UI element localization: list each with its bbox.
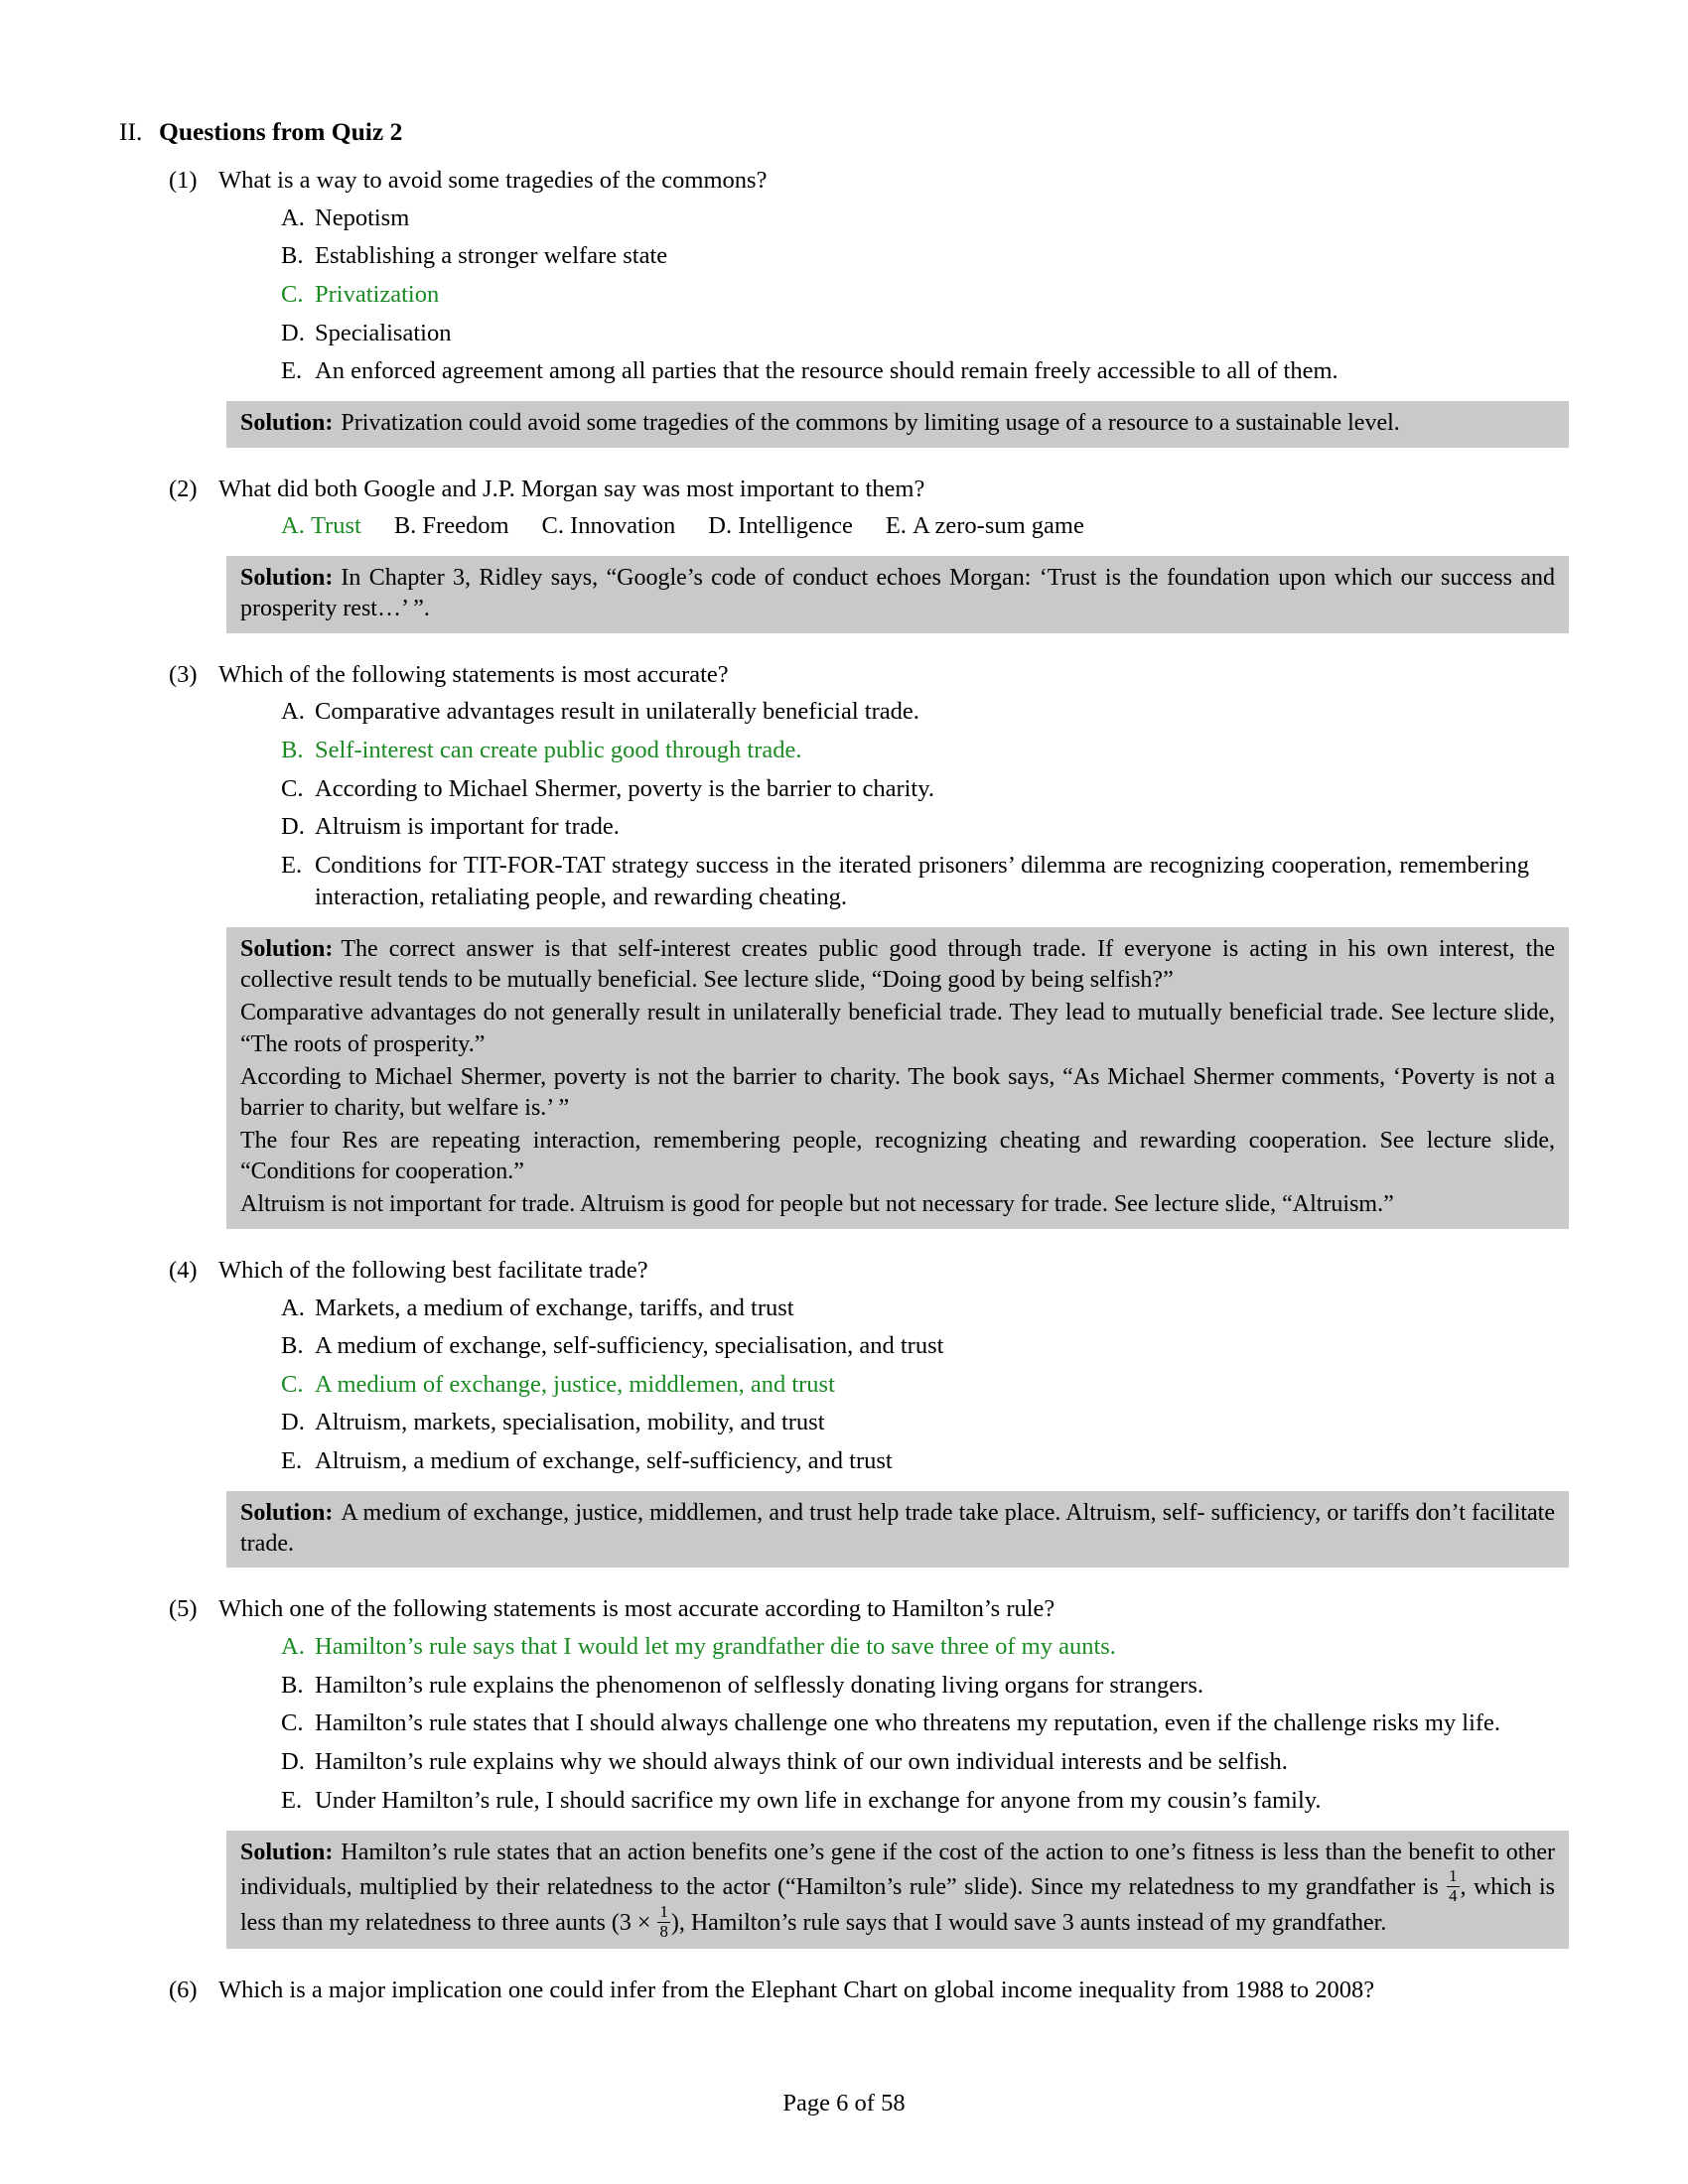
question-1-number: (1) (169, 167, 198, 194)
option-e[interactable] (281, 850, 1539, 913)
fraction-one-quarter (1447, 1865, 1459, 1905)
option-text: Hamilton’s rule explains the phenomenon of selflessly donating living organs for strangers. (315, 1671, 1203, 1699)
question-5 (119, 1593, 1555, 1949)
question-3-text: Which of the following statements is most accurate? (218, 660, 729, 688)
option-letter: E. (281, 357, 303, 385)
option-letter: A. (281, 1633, 305, 1661)
option-letter: C. (281, 1709, 304, 1737)
question-1 (119, 165, 1539, 448)
question-2 (119, 474, 1555, 633)
option-letter: D. (708, 512, 733, 540)
option-a[interactable] (281, 1293, 1539, 1324)
question-6-number: (6) (169, 1977, 198, 2004)
option-text: A medium of exchange, justice, middlemen, and trust (315, 1370, 835, 1398)
option-letter: B. (281, 737, 304, 763)
solution-label: Solution: (240, 1839, 334, 1865)
option-e[interactable] (281, 355, 1539, 387)
question-6-prompt (169, 1975, 1539, 2006)
option-letter: A. (281, 204, 305, 231)
question-1-text: What is a way to avoid some tragedies of the commons? (218, 167, 768, 194)
solution-box-1 (226, 401, 1569, 447)
solution-text: The correct answer is that self-interest creates public good through trade. If everyone is acting in his own interest, the collective result tends to be mutually beneficial. See lecture slide, “Doing good by being selfish?” (240, 935, 1555, 994)
question-3-number: (3) (169, 660, 198, 688)
solution-label: Solution: (240, 410, 334, 437)
solution-paragraph (240, 408, 1555, 439)
question-3 (119, 659, 1555, 1229)
question-4-options (169, 1293, 1539, 1477)
question-6 (119, 1975, 1539, 2006)
question-2-options (169, 510, 1539, 542)
option-c-correct[interactable] (281, 279, 1539, 311)
option-text: Trust (310, 512, 361, 540)
fraction-numerator: 1 (1449, 1865, 1458, 1885)
option-letter: D. (281, 813, 305, 841)
option-e[interactable] (281, 1785, 1539, 1817)
option-letter: A. (281, 512, 305, 540)
option-text: Establishing a stronger welfare state (315, 242, 668, 270)
option-text: Hamilton’s rule explains why we should always think of our own individual interests and be selfish. (315, 1747, 1288, 1775)
option-letter: C. (281, 281, 304, 309)
fraction-one-eighth (657, 1904, 669, 1941)
option-letter: E. (885, 512, 907, 540)
option-text: Self-interest can create public good through trade. (315, 737, 802, 763)
question-1-options (169, 203, 1539, 387)
option-letter: B. (393, 512, 417, 540)
option-c[interactable] (281, 773, 1539, 805)
solution-label: Solution: (240, 1499, 334, 1526)
option-text: Innovation (570, 512, 676, 540)
solution-box-2 (226, 556, 1569, 632)
question-2-number: (2) (169, 475, 198, 502)
option-text: Nepotism (315, 204, 410, 231)
option-d[interactable] (281, 1407, 1539, 1438)
option-text: An enforced agreement among all parties that the resource should remain freely accessible to all of them. (315, 357, 1338, 385)
option-letter: D. (281, 1409, 305, 1436)
solution-text: In Chapter 3, Ridley says, “Google’s code of conduct echoes Morgan: ‘Trust is the foundation upon which our success and prosperity rest…’ ”. (240, 565, 1555, 622)
option-letter: C. (541, 512, 564, 540)
question-6-text: Which is a major implication one could infer from the Elephant Chart on global income inequality from 1988 to 2008? (218, 1977, 1375, 2004)
option-a[interactable] (281, 696, 1539, 728)
question-5-prompt (169, 1593, 1539, 1625)
option-text: Privatization (315, 281, 440, 309)
option-c[interactable] (542, 512, 676, 539)
solution-box-4 (226, 1491, 1569, 1568)
option-text: According to Michael Shermer, poverty is the barrier to charity. (315, 774, 935, 802)
question-2-text: What did both Google and J.P. Morgan say was most important to them? (218, 475, 925, 502)
option-letter: E. (281, 1446, 303, 1474)
option-text: Specialisation (315, 319, 452, 346)
solution-text: A medium of exchange, justice, middlemen, and trust help trade take place. Altruism, self- sufficiency, or tariffs don’t facilitate trade. (240, 1499, 1555, 1558)
question-3-options (169, 696, 1539, 913)
option-text: A medium of exchange, self-sufficiency, specialisation, and trust (315, 1332, 944, 1360)
solution-text-part3: ), Hamilton’s rule says that I would save 3 aunts instead of my grandfather. (670, 1910, 1387, 1937)
option-b[interactable] (394, 512, 509, 539)
option-letter: E. (281, 851, 303, 879)
option-text: Intelligence (738, 512, 853, 540)
section-title: Questions from Quiz 2 (159, 117, 403, 146)
option-text: Hamilton’s rule states that I should always challenge one who threatens my reputation, even if the challenge risks my life. (315, 1709, 1501, 1737)
section-heading (119, 117, 1539, 147)
option-letter: B. (281, 242, 304, 270)
solution-text-part1: Hamilton’s rule states that an action benefits one’s gene if the cost of the action to one’s fitness is less than the benefit to other individuals, multiplied by their relatedness to the actor (“Hamilton’s rule” slide). Since my relatedness to my grandfather is (240, 1839, 1555, 1900)
option-text: Hamilton’s rule says that I would let my grandfather die to save three of my aunts. (315, 1633, 1116, 1661)
option-a[interactable] (281, 203, 1539, 234)
solution-label: Solution: (240, 565, 334, 592)
option-b[interactable] (281, 1330, 1539, 1362)
question-4-number: (4) (169, 1256, 198, 1284)
option-letter: A. (281, 1294, 305, 1321)
fraction-denominator: 8 (659, 1922, 668, 1942)
option-text: Altruism is important for trade. (315, 813, 620, 841)
solution-text-part2: , which is less than my relatedness to three aunts (3 × (240, 1873, 1555, 1937)
question-4 (119, 1255, 1555, 1569)
solution-text: Privatization could avoid some tragedies of the commons by limiting usage of a resource to a sustainable level. (341, 410, 1400, 437)
question-4-text: Which of the following best facilitate trade? (218, 1256, 648, 1284)
question-3-prompt (169, 659, 1539, 691)
solution-label: Solution: (240, 935, 334, 962)
question-5-number: (5) (169, 1595, 198, 1623)
option-text: Comparative advantages result in unilaterally beneficial trade. (315, 698, 919, 726)
option-a-correct[interactable] (281, 1631, 1539, 1663)
option-text: Markets, a medium of exchange, tariffs, and trust (315, 1294, 794, 1321)
option-c[interactable] (281, 1707, 1539, 1739)
solution-paragraph: Altruism is not important for trade. Altruism is good for people but not necessary for trade. See lecture slide, “Altruism.” (240, 1191, 1394, 1218)
option-letter: C. (281, 1370, 304, 1398)
option-text: A zero-sum game (913, 512, 1084, 540)
solution-paragraph: Comparative advantages do not generally result in unilaterally beneficial trade. They lead to mutually beneficial trade. See lecture slide, “The roots of prosperity.” (240, 1000, 1555, 1057)
solution-box-5 (226, 1831, 1569, 1949)
option-d[interactable] (708, 512, 853, 539)
question-5-options (169, 1631, 1539, 1816)
option-text: Conditions for TIT-FOR-TAT strategy success in the iterated prisoners’ dilemma are recognizing cooperation, remembering interaction, retaliating people, and rewarding cheating. (315, 851, 1529, 910)
page-footer (0, 2090, 1688, 2117)
option-text: Altruism, a medium of exchange, self-sufficiency, and trust (315, 1446, 893, 1474)
option-a-correct[interactable] (281, 512, 361, 539)
question-5-text: Which one of the following statements is most accurate according to Hamilton’s rule? (218, 1595, 1055, 1623)
solution-paragraph (240, 1838, 1555, 1941)
option-e[interactable] (886, 512, 1084, 539)
option-d[interactable] (281, 811, 1539, 843)
option-letter: D. (281, 1747, 305, 1775)
option-d[interactable] (281, 1746, 1539, 1778)
option-letter: D. (281, 319, 305, 346)
option-text: Altruism, markets, specialisation, mobility, and trust (315, 1409, 825, 1436)
section-number: II. (119, 117, 143, 146)
solution-paragraph (240, 1498, 1555, 1560)
question-4-prompt (169, 1255, 1539, 1287)
fraction-denominator: 4 (1449, 1885, 1458, 1905)
option-letter: B. (281, 1332, 304, 1360)
solution-paragraph (240, 934, 1555, 996)
question-2-prompt (169, 474, 1539, 505)
option-b-correct[interactable] (281, 735, 1539, 766)
option-c-correct[interactable] (281, 1369, 1539, 1401)
option-letter: E. (281, 1786, 303, 1814)
option-b[interactable] (281, 1670, 1539, 1702)
solution-paragraph: The four Res are repeating interaction, remembering people, recognizing cheating and rewarding cooperation. See lecture slide, “Conditions for cooperation.” (240, 1128, 1555, 1185)
solution-paragraph (240, 563, 1555, 624)
option-letter: A. (281, 698, 305, 726)
fraction-numerator: 1 (659, 1902, 668, 1922)
option-text: Under Hamilton’s rule, I should sacrifice my own life in exchange for anyone from my cousin’s family. (315, 1786, 1322, 1814)
option-letter: B. (281, 1671, 304, 1699)
option-e[interactable] (281, 1445, 1539, 1477)
page-number-label: Page 6 of 58 (782, 2090, 906, 2116)
solution-box-3 (226, 927, 1569, 1229)
option-d[interactable] (281, 318, 1539, 349)
question-1-prompt (169, 165, 1539, 197)
option-letter: C. (281, 774, 304, 802)
solution-paragraph: According to Michael Shermer, poverty is not the barrier to charity. The book says, “As Michael Shermer comments, ‘Poverty is not a barrier to charity, but welfare is.’ ” (240, 1063, 1555, 1121)
option-b[interactable] (281, 240, 1539, 272)
option-text: Freedom (422, 512, 509, 540)
